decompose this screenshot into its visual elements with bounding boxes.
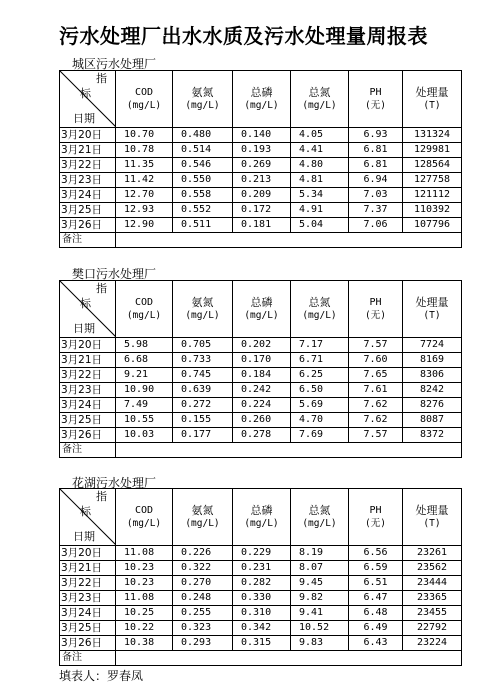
cell-total-nitrogen: 7.17 xyxy=(291,338,349,353)
table-row xyxy=(60,546,462,561)
table-row xyxy=(60,428,462,443)
cell-total-phosphorus: 0.213 xyxy=(233,173,291,188)
table-row xyxy=(60,203,462,218)
cell-ammonia-nitrogen: 0.705 xyxy=(173,338,233,353)
cell-volume: 8306 xyxy=(403,368,462,383)
cell-ammonia-nitrogen: 0.322 xyxy=(173,561,233,576)
row-date: 3月24日 xyxy=(60,606,116,621)
cell-total-phosphorus: 0.224 xyxy=(233,398,291,413)
row-date: 3月25日 xyxy=(60,203,116,218)
row-date: 3月26日 xyxy=(60,428,116,443)
cell-total-phosphorus: 0.209 xyxy=(233,188,291,203)
cell-ammonia-nitrogen: 0.248 xyxy=(173,591,233,606)
cell-cod: 6.68 xyxy=(116,353,173,368)
cell-total-phosphorus: 0.172 xyxy=(233,203,291,218)
cell-cod: 12.90 xyxy=(116,218,173,233)
cell-volume: 107796 xyxy=(403,218,462,233)
table-row xyxy=(60,338,462,353)
cell-ph: 6.81 xyxy=(349,158,403,173)
cell-total-nitrogen: 6.25 xyxy=(291,368,349,383)
cell-total-nitrogen: 6.50 xyxy=(291,383,349,398)
cell-total-phosphorus: 0.260 xyxy=(233,413,291,428)
cell-total-phosphorus: 0.181 xyxy=(233,218,291,233)
header-indicator-label: 指 xyxy=(96,282,107,295)
row-date: 3月22日 xyxy=(60,576,116,591)
cell-total-nitrogen: 6.71 xyxy=(291,353,349,368)
cell-ammonia-nitrogen: 0.480 xyxy=(173,128,233,143)
cell-ph: 7.03 xyxy=(349,188,403,203)
cell-cod: 10.03 xyxy=(116,428,173,443)
cell-ammonia-nitrogen: 0.514 xyxy=(173,143,233,158)
remarks-row xyxy=(60,651,462,666)
diagonal-header-cell xyxy=(60,489,116,546)
cell-ammonia-nitrogen: 0.155 xyxy=(173,413,233,428)
header-date-label: 日期 xyxy=(73,322,95,335)
cell-ph: 7.06 xyxy=(349,218,403,233)
cell-ammonia-nitrogen: 0.293 xyxy=(173,636,233,651)
cell-volume: 23365 xyxy=(403,591,462,606)
cell-ammonia-nitrogen: 0.733 xyxy=(173,353,233,368)
cell-total-phosphorus: 0.342 xyxy=(233,621,291,636)
row-date: 3月20日 xyxy=(60,128,116,143)
cell-volume: 8087 xyxy=(403,413,462,428)
cell-total-nitrogen: 4.70 xyxy=(291,413,349,428)
header-indicator-label-2: 标 xyxy=(80,505,91,518)
cell-ammonia-nitrogen: 0.323 xyxy=(173,621,233,636)
header-date-label: 日期 xyxy=(73,112,95,125)
table-row xyxy=(60,158,462,173)
table-row xyxy=(60,128,462,143)
remarks-label: 备注 xyxy=(60,233,116,248)
header-volume: 处理量 (T) xyxy=(403,489,462,546)
cell-total-phosphorus: 0.170 xyxy=(233,353,291,368)
cell-volume: 131324 xyxy=(403,128,462,143)
row-date: 3月20日 xyxy=(60,546,116,561)
cell-volume: 129981 xyxy=(403,143,462,158)
plant-name: 城区污水处理厂 xyxy=(72,57,157,71)
cell-total-phosphorus: 0.193 xyxy=(233,143,291,158)
header-ammonia-nitrogen: 氨氮 (mg/L) xyxy=(173,489,233,546)
cell-volume: 128564 xyxy=(403,158,462,173)
remarks-label: 备注 xyxy=(60,651,116,666)
header-cod: COD (mg/L) xyxy=(116,281,173,338)
cell-total-nitrogen: 9.41 xyxy=(291,606,349,621)
cell-total-nitrogen: 5.04 xyxy=(291,218,349,233)
cell-total-nitrogen: 9.83 xyxy=(291,636,349,651)
cell-cod: 9.21 xyxy=(116,368,173,383)
table-row xyxy=(60,173,462,188)
cell-cod: 10.38 xyxy=(116,636,173,651)
cell-cod: 11.08 xyxy=(116,546,173,561)
cell-cod: 10.23 xyxy=(116,576,173,591)
cell-cod: 12.93 xyxy=(116,203,173,218)
remarks-row xyxy=(60,233,462,248)
cell-total-nitrogen: 4.41 xyxy=(291,143,349,158)
cell-volume: 8276 xyxy=(403,398,462,413)
cell-ph: 6.51 xyxy=(349,576,403,591)
cell-ph: 6.59 xyxy=(349,561,403,576)
water-quality-table xyxy=(59,70,462,248)
header-ph: PH (无) xyxy=(349,489,403,546)
cell-volume: 8169 xyxy=(403,353,462,368)
table-row xyxy=(60,383,462,398)
cell-total-phosphorus: 0.140 xyxy=(233,128,291,143)
cell-volume: 8242 xyxy=(403,383,462,398)
cell-ph: 7.62 xyxy=(349,398,403,413)
row-date: 3月26日 xyxy=(60,218,116,233)
cell-volume: 23261 xyxy=(403,546,462,561)
cell-ph: 6.81 xyxy=(349,143,403,158)
cell-ammonia-nitrogen: 0.639 xyxy=(173,383,233,398)
row-date: 3月25日 xyxy=(60,621,116,636)
header-total-nitrogen: 总氮 (mg/L) xyxy=(291,489,349,546)
cell-ph: 7.62 xyxy=(349,413,403,428)
cell-total-phosphorus: 0.231 xyxy=(233,561,291,576)
remarks-cell xyxy=(116,651,462,666)
row-date: 3月23日 xyxy=(60,383,116,398)
table-row xyxy=(60,561,462,576)
table-row xyxy=(60,188,462,203)
table-row xyxy=(60,591,462,606)
filler-name: 填表人：罗春凤 xyxy=(59,669,144,683)
remarks-cell xyxy=(116,443,462,458)
report-title: 污水处理厂出水水质及污水处理量周报表 xyxy=(59,24,428,48)
remarks-cell xyxy=(116,233,462,248)
header-volume: 处理量 (T) xyxy=(403,281,462,338)
cell-cod: 11.42 xyxy=(116,173,173,188)
row-date: 3月20日 xyxy=(60,338,116,353)
cell-total-nitrogen: 9.82 xyxy=(291,591,349,606)
plant-name: 樊口污水处理厂 xyxy=(72,267,157,281)
cell-ammonia-nitrogen: 0.270 xyxy=(173,576,233,591)
cell-ammonia-nitrogen: 0.552 xyxy=(173,203,233,218)
header-ph: PH (无) xyxy=(349,281,403,338)
table-row xyxy=(60,398,462,413)
cell-total-nitrogen: 4.05 xyxy=(291,128,349,143)
cell-cod: 7.49 xyxy=(116,398,173,413)
cell-ammonia-nitrogen: 0.255 xyxy=(173,606,233,621)
cell-ammonia-nitrogen: 0.177 xyxy=(173,428,233,443)
water-quality-table xyxy=(59,488,462,666)
cell-total-nitrogen: 4.81 xyxy=(291,173,349,188)
cell-cod: 10.25 xyxy=(116,606,173,621)
header-indicator-label-2: 标 xyxy=(80,297,91,310)
cell-ph: 6.94 xyxy=(349,173,403,188)
header-indicator-label-2: 标 xyxy=(80,87,91,100)
cell-ammonia-nitrogen: 0.745 xyxy=(173,368,233,383)
cell-total-nitrogen: 4.80 xyxy=(291,158,349,173)
cell-volume: 121112 xyxy=(403,188,462,203)
cell-cod: 10.55 xyxy=(116,413,173,428)
row-date: 3月21日 xyxy=(60,143,116,158)
row-date: 3月21日 xyxy=(60,561,116,576)
cell-cod: 10.70 xyxy=(116,128,173,143)
cell-ammonia-nitrogen: 0.511 xyxy=(173,218,233,233)
cell-cod: 10.22 xyxy=(116,621,173,636)
plant-name: 花湖污水处理厂 xyxy=(72,476,157,490)
cell-total-phosphorus: 0.242 xyxy=(233,383,291,398)
cell-ammonia-nitrogen: 0.226 xyxy=(173,546,233,561)
diagonal-header-cell xyxy=(60,281,116,338)
cell-volume: 127758 xyxy=(403,173,462,188)
cell-ph: 7.61 xyxy=(349,383,403,398)
header-total-nitrogen: 总氮 (mg/L) xyxy=(291,281,349,338)
cell-ph: 6.56 xyxy=(349,546,403,561)
cell-ph: 7.57 xyxy=(349,338,403,353)
cell-total-phosphorus: 0.282 xyxy=(233,576,291,591)
header-total-phosphorus: 总磷 (mg/L) xyxy=(233,281,291,338)
header-ammonia-nitrogen: 氨氮 (mg/L) xyxy=(173,71,233,128)
cell-volume: 8372 xyxy=(403,428,462,443)
cell-cod: 10.78 xyxy=(116,143,173,158)
cell-volume: 23224 xyxy=(403,636,462,651)
cell-total-nitrogen: 5.69 xyxy=(291,398,349,413)
header-row xyxy=(60,489,462,546)
cell-cod: 12.70 xyxy=(116,188,173,203)
row-date: 3月22日 xyxy=(60,368,116,383)
header-ph: PH (无) xyxy=(349,71,403,128)
cell-cod: 5.98 xyxy=(116,338,173,353)
table-row xyxy=(60,143,462,158)
row-date: 3月24日 xyxy=(60,398,116,413)
cell-total-nitrogen: 9.45 xyxy=(291,576,349,591)
cell-total-phosphorus: 0.310 xyxy=(233,606,291,621)
header-total-phosphorus: 总磷 (mg/L) xyxy=(233,71,291,128)
cell-ammonia-nitrogen: 0.272 xyxy=(173,398,233,413)
row-date: 3月21日 xyxy=(60,353,116,368)
header-total-phosphorus: 总磷 (mg/L) xyxy=(233,489,291,546)
header-row xyxy=(60,71,462,128)
cell-total-nitrogen: 7.69 xyxy=(291,428,349,443)
cell-ph: 6.48 xyxy=(349,606,403,621)
row-date: 3月25日 xyxy=(60,413,116,428)
cell-ammonia-nitrogen: 0.546 xyxy=(173,158,233,173)
table-row xyxy=(60,353,462,368)
header-ammonia-nitrogen: 氨氮 (mg/L) xyxy=(173,281,233,338)
cell-ph: 7.65 xyxy=(349,368,403,383)
remarks-label: 备注 xyxy=(60,443,116,458)
cell-ammonia-nitrogen: 0.550 xyxy=(173,173,233,188)
cell-total-phosphorus: 0.330 xyxy=(233,591,291,606)
water-quality-table xyxy=(59,280,462,458)
cell-total-nitrogen: 8.19 xyxy=(291,546,349,561)
cell-ammonia-nitrogen: 0.558 xyxy=(173,188,233,203)
cell-volume: 23562 xyxy=(403,561,462,576)
table-row xyxy=(60,218,462,233)
cell-volume: 23455 xyxy=(403,606,462,621)
cell-total-nitrogen: 10.52 xyxy=(291,621,349,636)
cell-cod: 10.90 xyxy=(116,383,173,398)
row-date: 3月23日 xyxy=(60,591,116,606)
cell-ph: 6.43 xyxy=(349,636,403,651)
cell-total-nitrogen: 8.07 xyxy=(291,561,349,576)
table-row xyxy=(60,368,462,383)
cell-total-phosphorus: 0.269 xyxy=(233,158,291,173)
cell-ph: 6.49 xyxy=(349,621,403,636)
cell-ph: 6.93 xyxy=(349,128,403,143)
row-date: 3月23日 xyxy=(60,173,116,188)
table-row xyxy=(60,413,462,428)
header-row xyxy=(60,281,462,338)
header-cod: COD (mg/L) xyxy=(116,71,173,128)
header-date-label: 日期 xyxy=(73,530,95,543)
diagonal-header-cell xyxy=(60,71,116,128)
cell-total-phosphorus: 0.315 xyxy=(233,636,291,651)
cell-volume: 7724 xyxy=(403,338,462,353)
cell-cod: 11.08 xyxy=(116,591,173,606)
cell-total-nitrogen: 5.34 xyxy=(291,188,349,203)
cell-total-nitrogen: 4.91 xyxy=(291,203,349,218)
cell-total-phosphorus: 0.278 xyxy=(233,428,291,443)
cell-cod: 10.23 xyxy=(116,561,173,576)
table-row xyxy=(60,621,462,636)
header-indicator-label: 指 xyxy=(96,72,107,85)
remarks-row xyxy=(60,443,462,458)
cell-total-phosphorus: 0.202 xyxy=(233,338,291,353)
cell-ph: 7.37 xyxy=(349,203,403,218)
table-row xyxy=(60,576,462,591)
cell-volume: 23444 xyxy=(403,576,462,591)
cell-ph: 7.57 xyxy=(349,428,403,443)
row-date: 3月24日 xyxy=(60,188,116,203)
header-total-nitrogen: 总氮 (mg/L) xyxy=(291,71,349,128)
row-date: 3月26日 xyxy=(60,636,116,651)
cell-total-phosphorus: 0.229 xyxy=(233,546,291,561)
header-volume: 处理量 (T) xyxy=(403,71,462,128)
row-date: 3月22日 xyxy=(60,158,116,173)
header-cod: COD (mg/L) xyxy=(116,489,173,546)
cell-ph: 6.47 xyxy=(349,591,403,606)
table-row xyxy=(60,636,462,651)
header-indicator-label: 指 xyxy=(96,490,107,503)
cell-ph: 7.60 xyxy=(349,353,403,368)
cell-cod: 11.35 xyxy=(116,158,173,173)
cell-total-phosphorus: 0.184 xyxy=(233,368,291,383)
cell-volume: 22792 xyxy=(403,621,462,636)
table-row xyxy=(60,606,462,621)
cell-volume: 110392 xyxy=(403,203,462,218)
